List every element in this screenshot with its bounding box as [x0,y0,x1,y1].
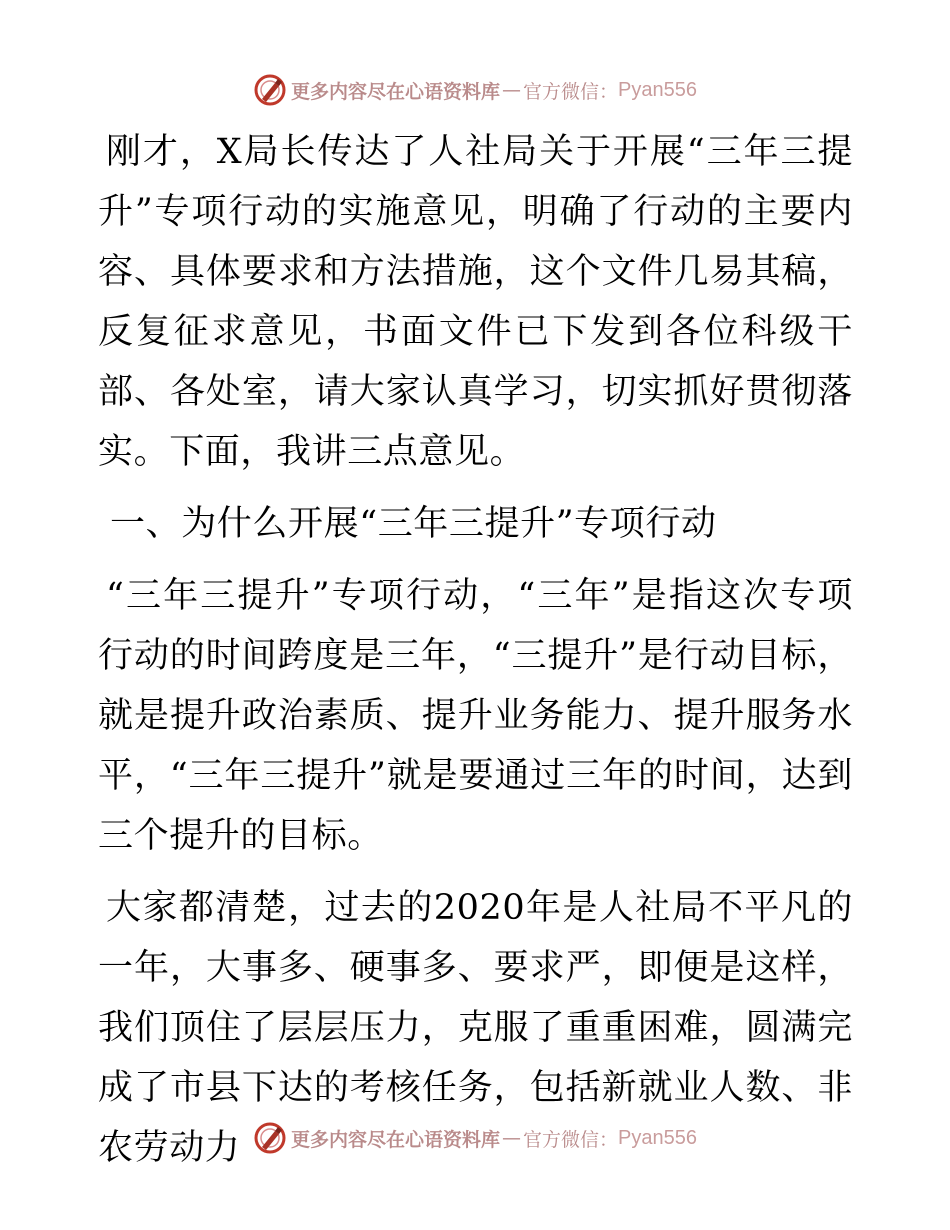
watermark-wechat-id: Pyan556 [618,78,697,101]
watermark-wechat-label: 官方微信： [523,1128,619,1151]
watermark-separator: — [502,1127,522,1149]
paragraph-intro: 刚才，X局长传达了人社局关于开展“三年三提升”专项行动的实施意见，明确了行动的主要内容、具体要求和方法措施，这个文件几易其稿，反复征求意见，书面文件已下发到各位科级干部、各处室，请大家认真学习，切实抓好贯彻落实。下面，我讲三点意见。 [98,132,853,472]
watermark-separator: — [502,79,522,101]
paragraph-definition: “三年三提升”专项行动，“三年”是指这次专项行动的时间跨度是三年，“三提升”是行动目标，就是提升政治素质、提升业务能力、提升服务水平，“三年三提升”就是要通过三年的时间，达到三个提升的目标。 [98,576,853,856]
watermark-header [0,70,950,110]
paragraph-review-2020: 大家都清楚，过去的2020年是人社局不平凡的一年，大事多、硬事多、要求严，即便是这样，我们顶住了层层压力，克服了重重困难，圆满完成了市县下达的考核任务，包括新就业人数、非农劳动力 [98,888,853,1168]
watermark-site-text: 更多内容尽在心语资料库 [291,1128,501,1151]
watermark-site-text: 更多内容尽在心语资料库 [291,80,501,103]
watermark-wechat-id: Pyan556 [618,1126,697,1149]
watermark-footer [0,1118,950,1158]
pen-logo-icon [253,1121,287,1155]
pen-logo-icon [253,73,287,107]
watermark-wechat-label: 官方微信： [523,80,619,103]
section-heading-1: 一、为什么开展“三年三提升”专项行动 [110,504,717,544]
document-body [98,122,853,1190]
